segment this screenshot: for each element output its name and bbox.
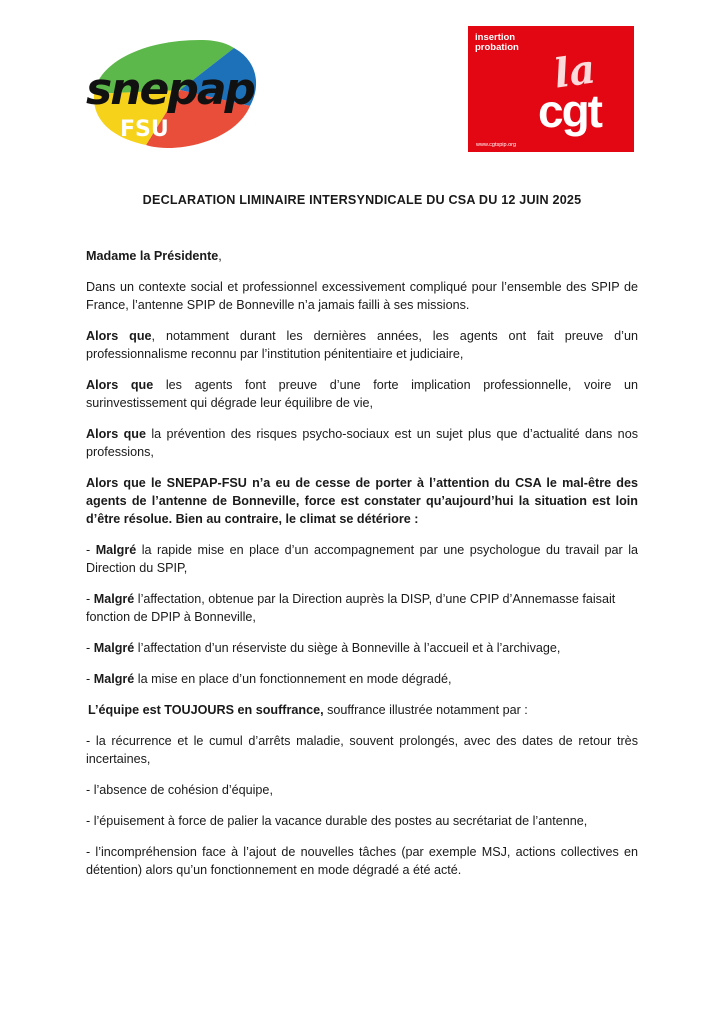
list-item-cohesion: - l’absence de cohésion d’équipe, <box>86 783 273 797</box>
paragraph-alors-que-snepap <box>86 474 638 528</box>
list-item-epuisement: - l’épuisement à force de palier la vacance durable des postes au secrétariat de l’antenne, <box>86 814 588 828</box>
dash: - <box>86 592 94 606</box>
malgre-label: Malgré <box>93 641 135 655</box>
paragraph-text: , notamment durant les dernières années, les agents ont fait preuve d’un professionnalisme reconnu par l’institution pénitentiaire et judiciaire, <box>86 329 638 361</box>
logo-snepap-word: snepap <box>86 64 255 115</box>
paragraph-context: Dans un contexte social et professionnel excessivement compliqué pour l’ensemble des SPIP de France, l’antenne SPIP de Bonneville n’a jamais failli à ses missions. <box>86 280 638 312</box>
dash: - <box>86 641 94 655</box>
cgt-logo-line1: insertion <box>475 32 516 43</box>
list-item-arrets: - la récurrence et le cumul d’arrêts maladie, souvent prolongés, avec des dates de retour très incertaines, <box>86 734 638 766</box>
paragraph-text: souffrance illustrée notamment par : <box>323 703 528 717</box>
cgt-logo-word: cgt <box>538 85 601 137</box>
paragraph-malgre-2 <box>86 590 638 626</box>
paragraph-text: l’affectation, obtenue par la Direction auprès la DISP, d’une CPIP d’Annemasse faisait fonction de DPIP à Bonneville, <box>86 592 616 624</box>
cgt-logo-la: la <box>550 45 599 98</box>
equipe-bold: L’équipe est TOUJOURS en souffrance, <box>88 703 324 717</box>
paragraph-alors-que-1 <box>86 327 638 363</box>
alors-que-label: Alors que <box>86 378 154 392</box>
malgre-label: Malgré <box>93 672 135 686</box>
dash: - <box>86 672 94 686</box>
alors-que-label: Alors que <box>86 427 146 441</box>
cgt-logo <box>468 26 634 152</box>
logo-fsu-word: FSU <box>120 117 169 142</box>
paragraph-bold-text: Alors que le SNEPAP-FSU n’a eu de cesse de porter à l’attention du CSA le mal-être des agents de l’antenne de Bonneville, force est constater qu’aujourd’hui la situation est loin d’être résolue. Bien au contraire, le climat se détériore : <box>86 476 638 526</box>
malgre-label: Malgré <box>95 543 137 557</box>
alors-que-label: Alors que <box>86 329 152 343</box>
salutation-text: Madame la Présidente <box>86 249 219 263</box>
malgre-label: Malgré <box>93 592 135 606</box>
dash: - <box>86 543 96 557</box>
salutation <box>86 247 638 265</box>
paragraph-alors-que-3 <box>86 425 638 461</box>
paragraph-text: la prévention des risques psycho-sociaux est un sujet plus que d’actualité dans nos professions, <box>86 427 638 459</box>
paragraph-alors-que-2 <box>86 376 638 412</box>
cgt-logo-line2: probation <box>475 42 519 53</box>
snepap-fsu-logo <box>84 32 264 154</box>
paragraph-text: les agents font preuve d’une forte implication professionnelle, voire un surinvestissement qui dégrade leur équilibre de vie, <box>86 378 638 410</box>
paragraph-text: la mise en place d’un fonctionnement en mode dégradé, <box>134 672 452 686</box>
salutation-comma: , <box>218 249 222 263</box>
document-body <box>86 247 638 892</box>
paragraph-text: l’affectation d’un réserviste du siège à Bonneville à l’accueil et à l’archivage, <box>134 641 561 655</box>
paragraph-malgre-3 <box>86 639 638 657</box>
paragraph-equipe <box>86 701 638 719</box>
paragraph-text: la rapide mise en place d’un accompagnement par une psychologue du travail par la Direction du SPIP, <box>86 543 638 575</box>
cgt-logo-url: www.cgtspip.org <box>476 142 517 148</box>
paragraph-malgre-1 <box>86 541 638 577</box>
paragraph-malgre-4 <box>86 670 638 688</box>
list-item-incomprehension: - l’incompréhension face à l’ajout de nouvelles tâches (par exemple MSJ, actions collectives en détention) alors qu’un fonctionnement en mode dégradé a été acté. <box>86 845 638 877</box>
document-title: DECLARATION LIMINAIRE INTERSYNDICALE DU CSA DU 12 JUIN 2025 <box>142 193 582 207</box>
